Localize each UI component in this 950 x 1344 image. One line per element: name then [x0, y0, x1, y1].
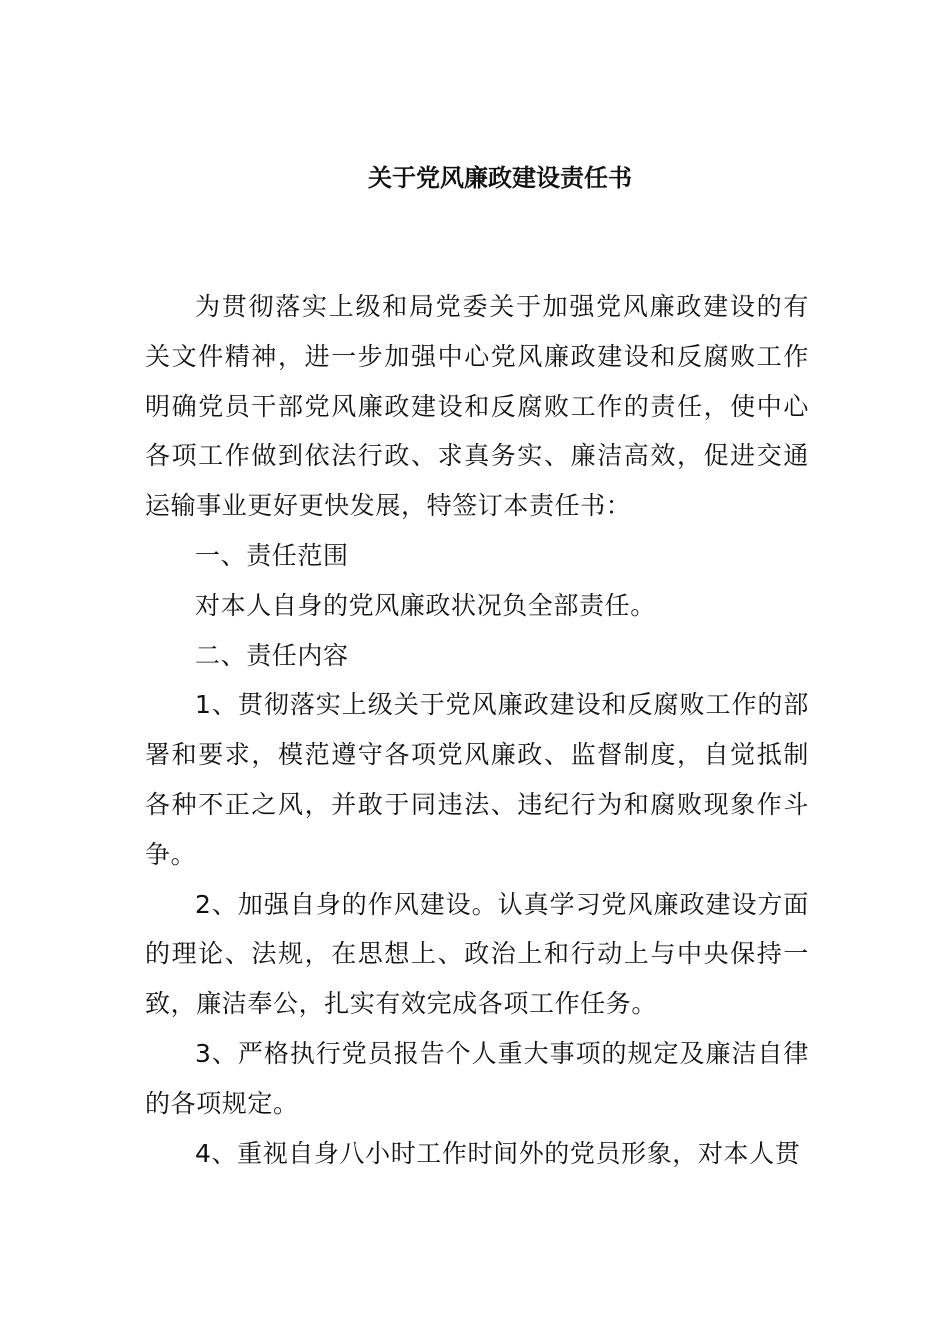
- paragraph-intro: 为贯彻落实上级和局党委关于加强党风廉政建设的有关文件精神，进一步加强中心党风廉政建设和反腐败工作明确党员干部党风廉政建设和反腐败工作的责任，使中心各项工作做到依法行政、求真务实、廉洁高效，促进交通运输事业更好更快发展，特签订本责任书：: [145, 292, 809, 521]
- paragraph-item-4: 4、重视自身八小时工作时间外的党员形象，对本人贯: [195, 1138, 801, 1168]
- paragraph-scope: 对本人自身的党风廉政状况负全部责任。: [195, 590, 656, 620]
- section-heading-scope: 一、责任范围: [195, 540, 349, 570]
- document-title: 关于党风廉政建设责任书: [368, 164, 632, 192]
- paragraph-item-3: 3、严格执行党员报告个人重大事项的规定及廉洁自律的各项规定。: [145, 1038, 809, 1118]
- document-body: [145, 282, 809, 1178]
- paragraph-item-1: 1、贯彻落实上级关于党风廉政建设和反腐败工作的部署和要求，模范遵守各项党风廉政、监督制度，自觉抵制各种不正之风，并敢于同违法、违纪行为和腐败现象作斗争。: [145, 690, 809, 869]
- paragraph-item-2: 2、加强自身的作风建设。认真学习党风廉政建设方面的理论、法规，在思想上、政治上和行动上与中央保持一致，廉洁奉公，扎实有效完成各项工作任务。: [145, 889, 809, 1019]
- section-heading-content: 二、责任内容: [195, 640, 349, 670]
